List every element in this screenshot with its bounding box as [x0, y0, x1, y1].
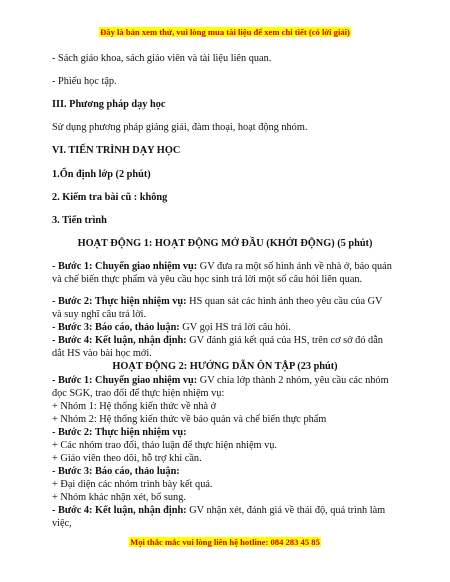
activity-1-step-2 — [52, 295, 404, 308]
activity-2-heading: HOẠT ĐỘNG 2: HƯỚNG DẪN ÔN TẬP (23 phút) — [112, 361, 338, 372]
hotline-banner — [0, 537, 450, 547]
hotline-text: Mọi thắc mắc vui lòng liên hệ hotline: 084 283 45 85 — [130, 537, 320, 547]
teaching-methods-heading: III. Phương pháp dạy học — [52, 99, 166, 110]
step-label: - Bước 1: Chuyển giao nhiệm vụ: — [52, 375, 198, 386]
activity-1-step-3 — [52, 321, 404, 334]
activity-2-step-4 — [52, 504, 404, 517]
activity-1-step-4 — [52, 334, 404, 347]
group-1-task: + Nhóm 1: Hệ thống kiến thức về nhà ở — [52, 401, 217, 412]
activity-1-heading: HOẠT ĐỘNG 1: HOẠT ĐỘNG MỞ ĐẦU (KHỞI ĐỘNG) (5 phút) — [77, 238, 373, 249]
step-text: GV nhận xét, đánh giá về thái độ, quá trình làm — [186, 505, 386, 516]
activity-2-step-1-cont: đọc SGK, trao đổi để thực hiện nhiệm vụ: — [52, 388, 225, 399]
step-label: - Bước 2: Thực hiện nhiệm vụ: — [52, 296, 187, 307]
step-2-item-b: + Giáo viên theo dõi, hỗ trợ khi cần. — [52, 453, 202, 464]
activity-2-step-4-cont: việc, — [52, 518, 72, 529]
preview-notice-banner — [0, 27, 450, 37]
step-label: - Bước 4: Kết luận, nhận định: — [52, 505, 187, 516]
step-2-item-a: + Các nhóm trao đổi, thảo luận để thực hiện nhiệm vụ. — [52, 440, 277, 451]
class-stabilization-heading: 1.Ổn định lớp (2 phút) — [52, 169, 151, 180]
activity-1-step-4-cont: dắt HS vào bài học mới. — [52, 348, 152, 359]
materials-textbooks-line: - Sách giáo khoa, sách giáo viên và tài liệu liên quan. — [52, 53, 272, 64]
activity-1-step-1 — [52, 260, 404, 273]
lesson-process-heading: VI. TIẾN TRÌNH DẠY HỌC — [52, 145, 181, 156]
materials-worksheet-line: - Phiếu học tập. — [52, 76, 117, 87]
procedure-heading: 3. Tiến trình — [52, 215, 107, 226]
step-3-item-a: + Đại diện các nhóm trình bày kết quả. — [52, 479, 213, 490]
step-text: GV chia lớp thành 2 nhóm, yêu cầu các nhóm — [197, 375, 389, 386]
step-text: GV đưa ra một số hình ảnh về nhà ở, bảo quản — [197, 261, 392, 272]
step-text: GV gọi HS trả lời câu hỏi. — [179, 322, 291, 333]
step-text: GV đánh giá kết quả của HS, trên cơ sở đó dẫn — [186, 335, 383, 346]
group-2-task: + Nhóm 2: Hệ thống kiến thức về bảo quản và chế biến thực phẩm — [52, 414, 327, 425]
step-3-item-b: + Nhóm khác nhận xét, bổ sung. — [52, 492, 186, 503]
activity-2-step-2: - Bước 2: Thực hiện nhiệm vụ: — [52, 427, 187, 438]
activity-1-step-2-cont: và suy nghĩ câu trả lời. — [52, 309, 147, 320]
step-text: HS quan sát các hình ảnh theo yêu cầu của GV — [186, 296, 383, 307]
old-lesson-check-heading: 2. Kiểm tra bài cũ : không — [52, 192, 168, 203]
activity-1-step-1-cont: và chế biến thực phẩm và yêu cầu học sinh trả lời một số câu hỏi liên quan. — [52, 274, 363, 285]
activity-2-step-1 — [52, 374, 404, 387]
activity-2-step-3: - Bước 3: Báo cáo, thảo luận: — [52, 466, 180, 477]
teaching-methods-text: Sử dụng phương pháp giảng giải, đàm thoại, hoạt động nhóm. — [52, 122, 308, 133]
step-label: - Bước 3: Báo cáo, thảo luận: — [52, 322, 180, 333]
preview-notice-text: Đây là bản xem thử, vui lòng mua tài liệu để xem chi tiết (có lời giải) — [100, 27, 350, 37]
step-label: - Bước 4: Kết luận, nhận định: — [52, 335, 187, 346]
step-label: - Bước 1: Chuyển giao nhiệm vụ: — [52, 261, 198, 272]
